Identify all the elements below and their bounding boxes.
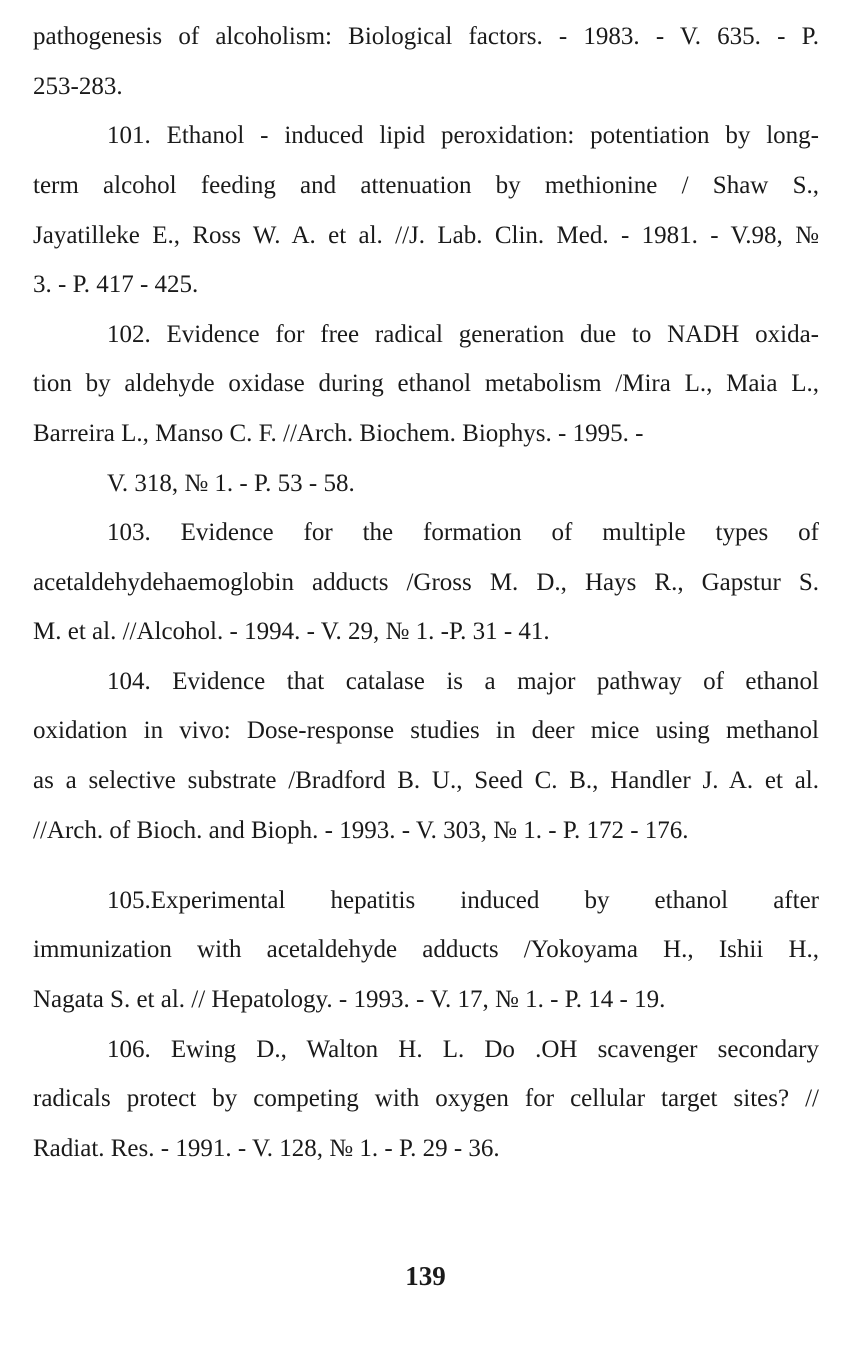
text-line: immunization with acetaldehyde adducts /Yokoyama H., Ishii H., [33, 936, 819, 963]
text-line: 106. Ewing D., Walton H. L. Do .OH scavenger secondary [107, 1036, 819, 1063]
text-line: 103. Evidence for the formation of multiple types of [107, 519, 819, 546]
text-line: 104. Evidence that catalase is a major pathway of ethanol [107, 668, 819, 695]
page-number: 139 [405, 1261, 446, 1291]
text-line: 102. Evidence for free radical generation due to NADH oxida- [107, 321, 819, 348]
text-line: V. 318, № 1. - P. 53 - 58. [107, 470, 355, 497]
text-line: tion by aldehyde oxidase during ethanol metabolism /Mira L., Maia L., [33, 370, 819, 397]
text-line: 3. - P. 417 - 425. [33, 271, 199, 298]
text-line: Radiat. Res. - 1991. - V. 128, № 1. - P. 29 - 36. [33, 1135, 500, 1162]
text-line: 253-283. [33, 73, 123, 100]
text-line: //Arch. of Bioch. and Bioph. - 1993. - V. 303, № 1. - P. 172 - 176. [33, 817, 689, 844]
text-line: Nagata S. et al. // Hepatology. - 1993. - V. 17, № 1. - P. 14 - 19. [33, 986, 666, 1013]
text-line: 105.Experimental hepatitis induced by ethanol after [107, 887, 819, 914]
text-line: term alcohol feeding and attenuation by methionine / Shaw S., [33, 172, 819, 199]
text-line: as a selective substrate /Bradford B. U., Seed C. B., Handler J. A. et al. [33, 767, 819, 794]
text-line: 101. Ethanol - induced lipid peroxidation: potentiation by long- [107, 122, 819, 149]
text-line: oxidation in vivo: Dose-response studies in deer mice using methanol [33, 717, 819, 744]
text-line: Jayatilleke E., Ross W. A. et al. //J. Lab. Clin. Med. - 1981. - V.98, № [33, 222, 819, 249]
text-line: radicals protect by competing with oxygen for cellular target sites? // [33, 1085, 819, 1112]
text-line: Barreira L., Manso C. F. //Arch. Biochem. Biophys. - 1995. - [33, 420, 644, 447]
text-line: acetaldehydehaemoglobin adducts /Gross M. D., Hays R., Gapstur S. [33, 569, 819, 596]
text-line: pathogenesis of alcoholism: Biological factors. - 1983. - V. 635. - P. [33, 23, 819, 50]
text-line: M. et al. //Alcohol. - 1994. - V. 29, № 1. -P. 31 - 41. [33, 618, 550, 645]
